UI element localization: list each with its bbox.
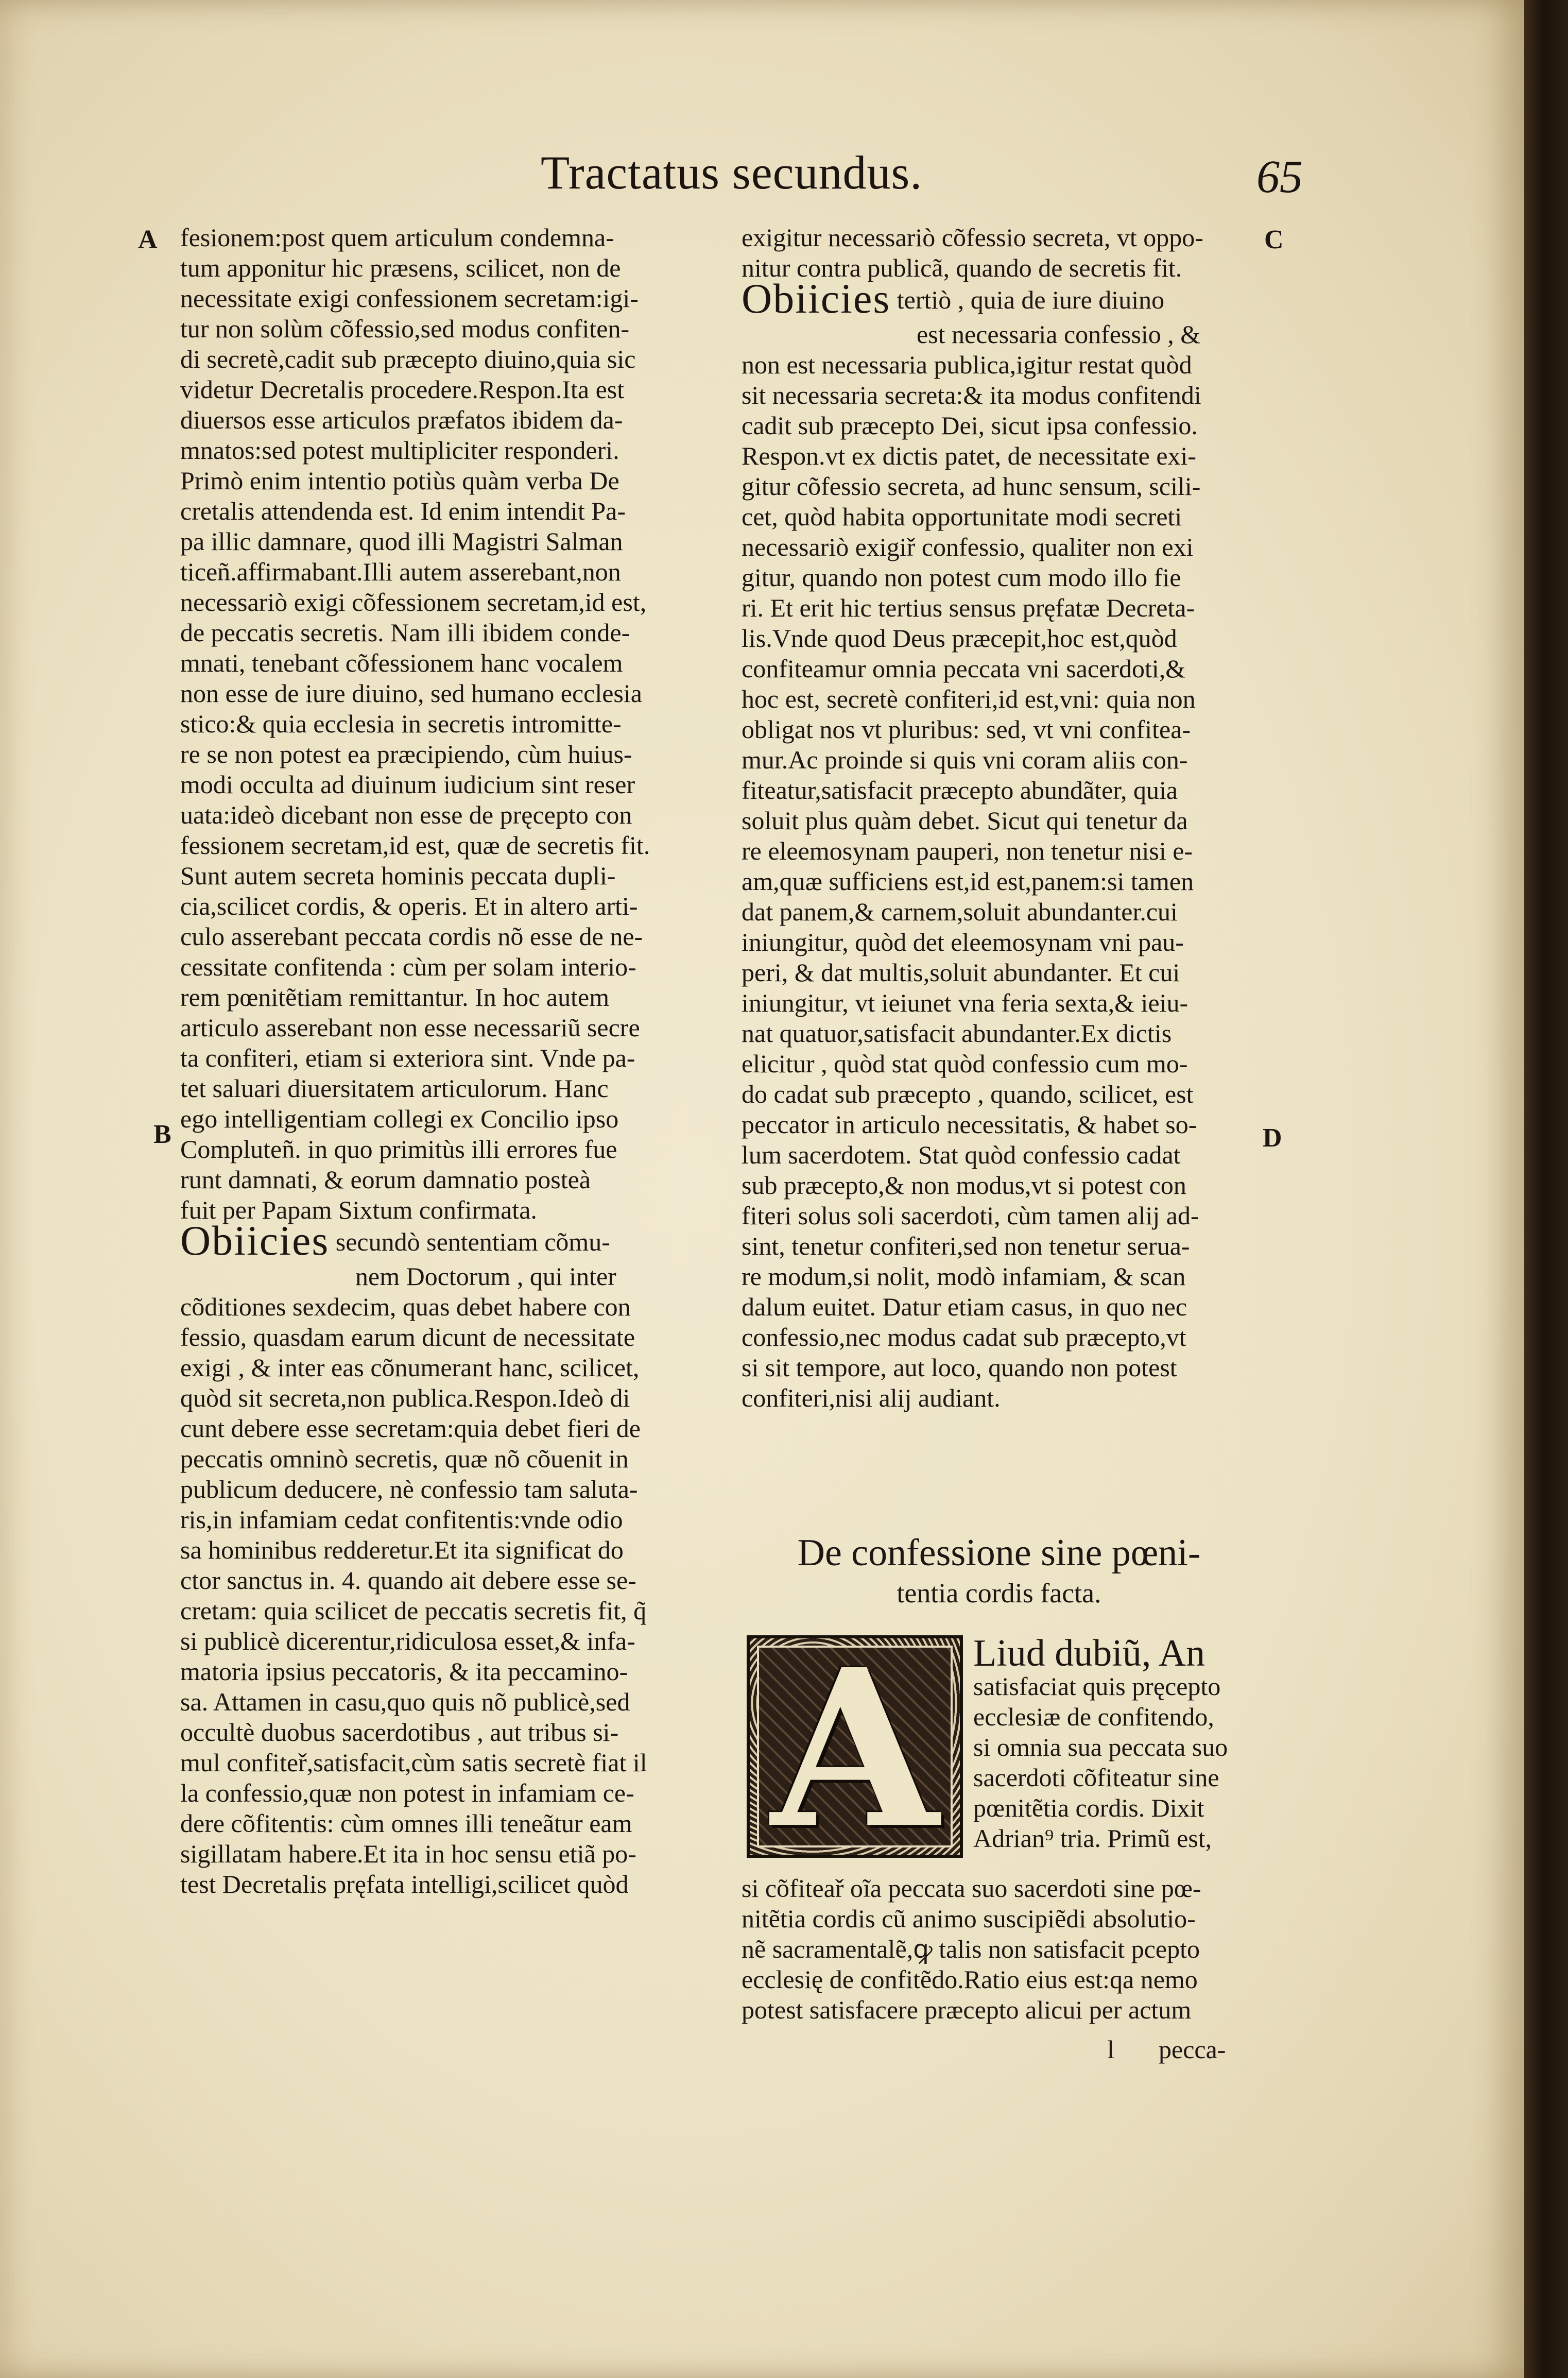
text-line: nẽ sacramentalẽ,ꝙ talis non satisfacit pcepto: [742, 1935, 1200, 1963]
text-line: sit necessaria secreta:& ita modus confitendi: [742, 381, 1201, 409]
text-line: nitẽtia cordis cũ animo suscipiẽdi absolutio-: [742, 1904, 1196, 1933]
text-line: ecclesię de confitẽdo.Ratio eius est:qa nemo: [742, 1965, 1198, 1994]
text-line: tet saluari diuersitatem articulorum. Hanc: [180, 1074, 609, 1103]
text-line: hoc est, secretè confiteri,id est,vni: quia non: [742, 685, 1196, 713]
catchword: pecca-: [1159, 2035, 1226, 2064]
text-line: non esse de iure diuino, sed humano ecclesia: [180, 679, 642, 708]
text-line: fiteri solus soli sacerdoti, cùm tamen alij ad-: [742, 1201, 1199, 1230]
text-line: peccatis omninò secretis, quæ nõ cõuenit in: [180, 1444, 629, 1473]
text-line: necessariò exigiř confessio, qualiter non exi: [742, 533, 1194, 561]
text-line: tur non solùm cõfessio,sed modus confiten-: [180, 314, 630, 343]
section-heading: [742, 1530, 1256, 1610]
text-line: obligat nos vt pluribus: sed, vt vni confitea-: [742, 715, 1191, 744]
right-column: [742, 223, 1256, 1413]
text-line: cretalis attendenda est. Id enim intendit Pa-: [180, 497, 626, 525]
text-line: occultè duobus sacerdotibus , aut tribus si-: [180, 1718, 619, 1747]
text-line: cretam: quia scilicet de peccatis secretis fit, q̃: [180, 1596, 647, 1625]
text-line: ticeñ.affirmabant.Illi autem asserebant,non: [180, 557, 621, 586]
text-line: cadit sub præcepto Dei, sicut ipsa confessio.: [742, 411, 1198, 440]
text-line: si publicè dicerentur,ridiculosa esset,& infa-: [180, 1627, 635, 1655]
signature-mark: l: [1107, 2035, 1114, 2064]
left-column: [180, 223, 695, 1900]
text-line: mnatos:sed potest multipliciter responderi.: [180, 436, 619, 465]
text-line: rem pœnitẽtiam remittantur. In hoc autem: [180, 983, 610, 1012]
obiicies-line-1: [180, 1225, 695, 1261]
text-line: cunt debere esse secretam:quia debet fieri de: [180, 1414, 641, 1443]
text-line: fessio, quasdam earum dicunt de necessitate: [180, 1323, 635, 1351]
text-line: elicitur , quòd stat quòd confessio cum mo-: [742, 1049, 1188, 1078]
text-line: articulo asserebant non esse necessariũ secre: [180, 1013, 640, 1042]
margin-letter-c: C: [1264, 225, 1284, 254]
text-line: necessitate exigi confessionem secretam:igi-: [180, 284, 639, 313]
text-line: nat quatuor,satisfacit abundanter.Ex dictis: [742, 1019, 1172, 1048]
text-line: quòd sit secreta,non publica.Respon.Ideò di: [180, 1383, 630, 1412]
running-title: Tractatus secundus.: [541, 146, 923, 199]
text-line: fesionem:post quem articulum condemna-: [180, 223, 614, 252]
text-line: potest satisfacere præcepto alicui per actum: [742, 1995, 1192, 2024]
text-line: sub præcepto,& non modus,vt si potest con: [742, 1171, 1186, 1200]
right-text-block-2: [742, 350, 1256, 1413]
text-line: soluit plus quàm debet. Sicut qui tenetur da: [742, 806, 1188, 835]
text-line: cõditiones sexdecim, quas debet habere con: [180, 1292, 631, 1321]
margin-letter-b: B: [153, 1120, 171, 1149]
obiicies-tertio-line-1: [742, 283, 1256, 319]
obiicies-line-2: nem Doctorum , qui inter: [355, 1262, 616, 1291]
text-line: sa. Attamen in casu,quo quis nõ publicè,sed: [180, 1687, 630, 1716]
dropcap-line: Liud dubiũ, An: [973, 1635, 1205, 1671]
text-line: dat panem,& carnem,soluit abundanter.cui: [742, 897, 1178, 926]
text-line: modi occulta ad diuinum iudicium sint reser: [180, 770, 635, 799]
text-line: culo asserebant peccata cordis nõ esse de ne-: [180, 922, 643, 951]
text-line: nitur contra publicã, quando de secretis fit.: [742, 253, 1182, 282]
text-line: stico:& quia ecclesia in secretis intromitte-: [180, 709, 622, 738]
text-line: cessitate confitenda : cùm per solam interio-: [180, 952, 636, 981]
text-line: sigillatam habere.Et ita in hoc sensu etiã po-: [180, 1839, 636, 1868]
text-line: necessariò exigi cõfessionem secretam,id est,: [180, 588, 647, 617]
text-line: pa illic damnare, quod illi Magistri Salman: [180, 527, 623, 556]
text-line: ris,in infamiam cedat confitentis:vnde odio: [180, 1505, 623, 1534]
text-line: sint, tenetur confiteri,sed non tenetur serua-: [742, 1231, 1190, 1260]
section-heading-line-2: tentia cordis facta.: [897, 1578, 1101, 1609]
text-line: si cõfiteař oĩa peccata suo sacerdoti sine pœ-: [742, 1874, 1201, 1903]
text-line: do cadat sub præcepto , quando, scilicet, est: [742, 1080, 1194, 1108]
text-line: si sit tempore, aut loco, quando non potest: [742, 1353, 1177, 1382]
dropcap-line: si omnia sua peccata suo: [973, 1733, 1228, 1761]
after-initial-text-block: [742, 1873, 1262, 2025]
dropcap-text-block: [973, 1635, 1262, 1854]
text-line: la confessio,quæ non potest in infamiam ce-: [180, 1778, 634, 1807]
text-line: di secretè,cadit sub præcepto diuino,quia sic: [180, 345, 636, 373]
text-line: publicum deducere, nè confessio tam saluta-: [180, 1475, 638, 1503]
text-line: mul confiteř,satisfacit,cùm satis secretè fiat il: [180, 1748, 647, 1777]
text-line: ri. Et erit hic tertius sensus pręfatæ Decreta-: [742, 593, 1195, 622]
margin-letter-d: D: [1263, 1123, 1282, 1153]
text-line: am,quæ sufficiens est,id est,panem:si tamen: [742, 867, 1194, 896]
obiicies-tertio-line-2: est necessaria confessio , &: [917, 320, 1201, 349]
text-line: exigitur necessariò cõfessio secreta, vt oppo-: [742, 223, 1203, 252]
text-line: tum apponitur hic præsens, scilicet, non de: [180, 253, 621, 282]
right-text-block-1: [742, 223, 1256, 283]
text-line: peri, & dat multis,soluit abundanter. Et cui: [742, 958, 1180, 987]
text-line: Sunt autem secreta hominis peccata dupli-: [180, 861, 616, 890]
dropcap-line: sacerdoti cõfiteatur sine: [973, 1763, 1219, 1792]
text-line: videtur Decretalis procedere.Respon.Ita est: [180, 375, 625, 404]
text-line: cia,scilicet cordis, & operis. Et in altero arti-: [180, 892, 638, 920]
book-spine: [1524, 0, 1568, 2378]
obiicies-tertio-word: Obiicies: [742, 283, 891, 319]
text-line: gitur cõfessio secreta, ad hunc sensum, scili-: [742, 472, 1201, 501]
text-line: lis.Vnde quod Deus præcepit,hoc est,quòd: [742, 624, 1177, 653]
text-line: Primò enim intentio potiùs quàm verba De: [180, 466, 619, 495]
text-line: lum sacerdotem. Stat quòd confessio cadat: [742, 1140, 1181, 1169]
left-text-block-1: [180, 223, 695, 1225]
section-heading-line-1: De confessione sine pœni-: [797, 1532, 1201, 1574]
text-line: confiteamur omnia peccata vni sacerdoti,&: [742, 654, 1186, 683]
text-line: mur.Ac proinde si quis vni coram aliis con-: [742, 745, 1188, 774]
text-line: dalum euitet. Datur etiam casus, in quo nec: [742, 1292, 1187, 1321]
text-line: uata:ideò dicebant non esse de pręcepto con: [180, 800, 632, 829]
text-line: Respon.vt ex dictis patet, de necessitate exi-: [742, 441, 1197, 470]
text-line: re modum,si nolit, modò infamiam, & scan: [742, 1262, 1186, 1291]
decorated-initial-letter: A: [771, 1635, 939, 1858]
text-line: fessionem secretam,id est, quæ de secretis fit.: [180, 831, 650, 860]
text-line: runt damnati, & eorum damnatio posteà: [180, 1165, 591, 1194]
decorated-initial: [747, 1635, 963, 1858]
text-line: fiteatur,satisfacit præcepto abundãter, quia: [742, 776, 1178, 805]
text-line: ctor sanctus in. 4. quando ait debere esse se-: [180, 1566, 636, 1595]
dropcap-line: satisfaciat quis pręcepto: [973, 1672, 1221, 1701]
obiicies-continuation: secundò sententiam cõmu-: [335, 1227, 610, 1256]
text-line: diuersos esse articulos præfatos ibidem da-: [180, 405, 623, 434]
text-line: non est necessaria publica,igitur restat quòd: [742, 350, 1192, 379]
text-line: gitur, quando non potest cum modo illo fie: [742, 563, 1181, 592]
text-line: confessio,nec modus cadat sub præcepto,vt: [742, 1323, 1186, 1351]
text-line: matoria ipsius peccatoris, & ita peccamino-: [180, 1657, 628, 1686]
dropcap-line: ecclesiæ de confitendo,: [973, 1702, 1214, 1731]
text-line: mnati, tenebant cõfessionem hanc vocalem: [180, 648, 623, 677]
text-line: fuit per Papam Sixtum confirmata.: [180, 1195, 537, 1224]
dropcap-line: pœnitẽtia cordis. Dixit: [973, 1793, 1204, 1822]
text-line: re eleemosynam pauperi, non tenetur nisi e-: [742, 836, 1193, 865]
text-line: ta confiteri, etiam si exteriora sint. Vnde pa-: [180, 1043, 635, 1072]
text-line: re se non potest ea præcipiendo, cùm huius-: [180, 740, 632, 768]
text-line: cet, quòd habita opportunitate modi secreti: [742, 502, 1182, 531]
text-line: peccator in articulo necessitatis, & habet so-: [742, 1110, 1197, 1139]
text-line: confiteri,nisi alij audiant.: [742, 1383, 1001, 1412]
text-line: test Decretalis pręfata intelligi,scilicet quòd: [180, 1870, 629, 1898]
text-line: ego intelligentiam collegi ex Concilio ipso: [180, 1104, 619, 1133]
margin-letter-a: A: [138, 225, 158, 254]
folio-number: 65: [1256, 151, 1303, 202]
text-line: Compluteñ. in quo primitùs illi errores fue: [180, 1135, 617, 1164]
obiicies-tertio-continuation: tertiò , quia de iure diuino: [897, 285, 1165, 314]
text-line: iniungitur, vt ieiunet vna feria sexta,& ieiu-: [742, 988, 1188, 1017]
dropcap-line: Adrian⁹ tria. Primũ est,: [973, 1824, 1212, 1853]
text-line: sa hominibus redderetur.Et ita significat do: [180, 1535, 624, 1564]
text-line: de peccatis secretis. Nam illi ibidem conde-: [180, 618, 630, 647]
text-line: exigi , & inter eas cõnumerant hanc, scilicet,: [180, 1353, 640, 1382]
text-line: iniungitur, quòd det eleemosynam vni pau-: [742, 928, 1184, 956]
text-line: dere cõfitentis: cùm omnes illi teneãtur eam: [180, 1809, 632, 1838]
left-text-block-2: [180, 1292, 695, 1900]
obiicies-word: Obiicies: [180, 1225, 330, 1261]
